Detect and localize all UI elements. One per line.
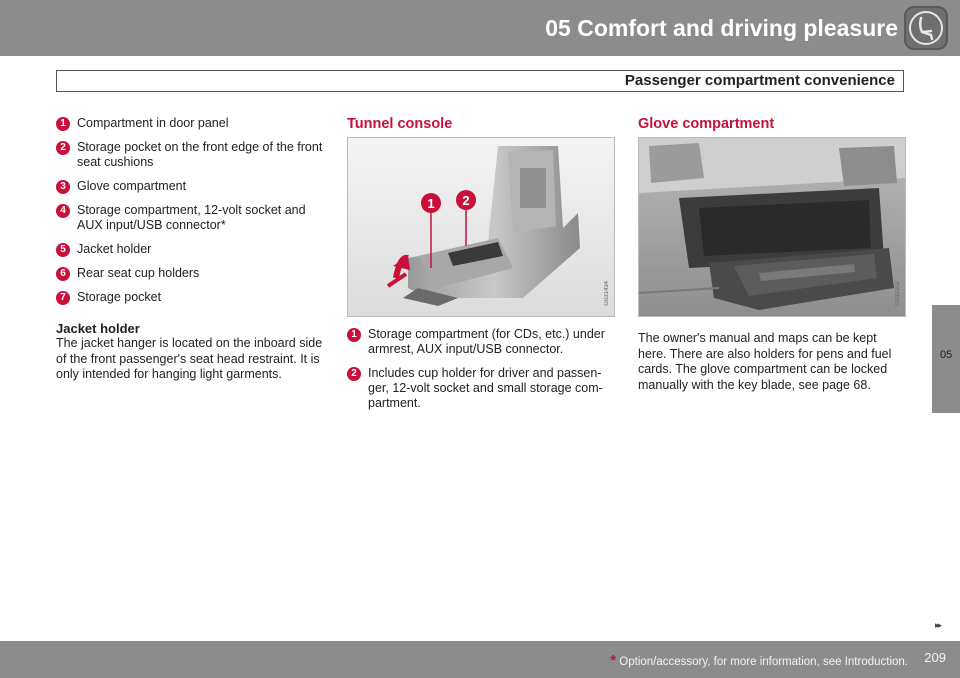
list-item: [347, 327, 615, 357]
number-badge: 1: [347, 328, 361, 342]
chapter-side-tab-label: 05: [940, 349, 953, 361]
image-code: G031434: [604, 281, 610, 306]
number-badge: 3: [56, 180, 70, 194]
tunnel-console-heading: Tunnel console: [347, 116, 453, 132]
number-badge: 5: [56, 243, 70, 257]
storage-list: [56, 116, 326, 305]
number-badge: 1: [56, 117, 70, 131]
glove-compartment-image: [638, 137, 906, 317]
section-title: Passenger compartment convenience: [624, 72, 895, 89]
list-item-text: Storage pocket on the front edge of the front seat cushions: [77, 140, 323, 169]
footnote-text: Option/accessory, for more information, see Introduction.: [619, 656, 908, 668]
list-item: [56, 242, 326, 257]
list-item: [56, 179, 326, 194]
jacket-holder-text: The jacket hanger is located on the inboard side of the front passenger's seat head restraint. It is only intended for hanging light garments.: [56, 336, 323, 381]
glove-compartment-text: The owner's manual and maps can be kept here. There are also holders for pens and fuel cards. The glove compartment can be locked manually with the key blade, see page 68.: [638, 331, 892, 392]
number-badge: 2: [56, 141, 70, 155]
continue-arrow: ▸▸: [934, 620, 940, 630]
list-item-text: Compartment in door panel: [77, 116, 229, 130]
section-title-box: [56, 70, 904, 92]
list-item: [56, 266, 326, 281]
number-badge: 7: [56, 291, 70, 305]
seat-icon: [904, 6, 948, 50]
callout-1: 1: [427, 196, 435, 211]
list-item-text: Storage compartment (for CDs, etc.) under armrest, AUX input/USB connector.: [368, 327, 605, 356]
tunnel-console-image: [347, 137, 615, 317]
footnote: [610, 652, 908, 669]
list-item: [56, 290, 326, 305]
list-item: [56, 116, 326, 131]
column-overview: [56, 116, 326, 383]
list-item: [56, 203, 326, 233]
number-badge: 4: [56, 204, 70, 218]
glove-compartment-heading: Glove compartment: [638, 116, 775, 132]
list-item: [56, 140, 326, 170]
number-badge: 6: [56, 267, 70, 281]
callout-2: 2: [462, 193, 470, 208]
list-item-text: Storage compartment, 12-volt socket and AUX input/USB connector*: [77, 203, 306, 232]
image-code: G032202: [895, 281, 901, 306]
jacket-holder-heading: Jacket holder: [56, 321, 140, 336]
footnote-star: *: [610, 652, 617, 669]
chapter-title: 05 Comfort and driving pleasure: [545, 15, 898, 41]
list-item: [347, 366, 615, 411]
list-item-text: Glove compartment: [77, 179, 187, 193]
list-item-text: Rear seat cup holders: [77, 266, 200, 280]
console-list: [347, 327, 615, 411]
list-item-text: Jacket holder: [77, 242, 152, 256]
list-item-text: Storage pocket: [77, 290, 162, 304]
page-number: 209: [924, 650, 946, 665]
column-glove-compartment: [638, 116, 906, 393]
number-badge: 2: [347, 367, 361, 381]
column-tunnel-console: [347, 116, 615, 420]
list-item-text: Includes cup holder for driver and passen-ger, 12-volt socket and small storage com-partment.: [368, 366, 603, 410]
